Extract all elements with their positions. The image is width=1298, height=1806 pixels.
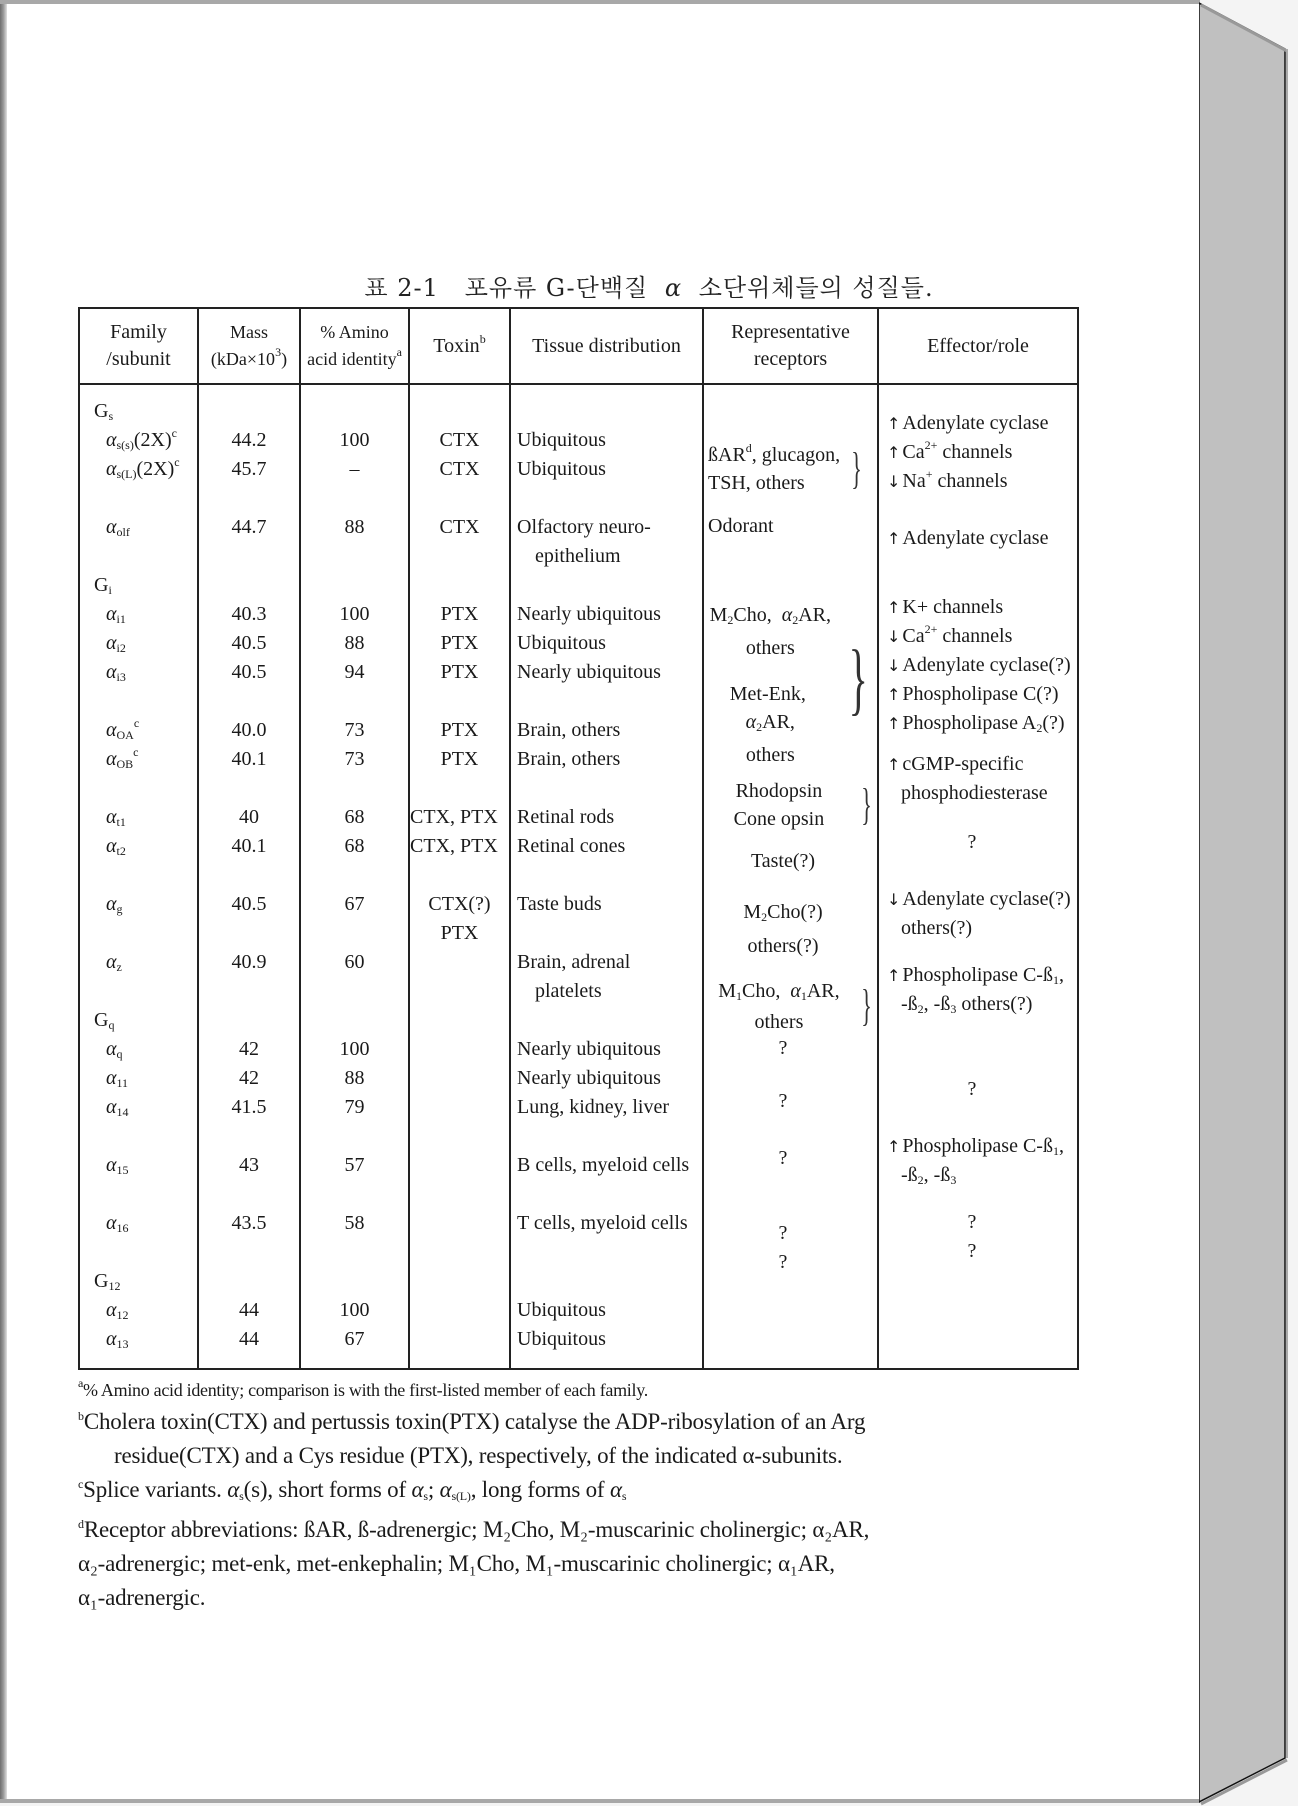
tissue-value: Nearly ubiquitous <box>517 603 661 625</box>
caption-text-1: 포유류 G-단백질 <box>464 274 649 302</box>
header-identity: % Amino acid identity$^a$ <box>300 308 409 384</box>
effector-item: ↓ Na+ channels <box>887 467 1008 492</box>
identity-value: 60 <box>344 951 365 973</box>
mass-value: 40.1 <box>231 748 267 770</box>
tissue-value: Ubiquitous <box>517 458 606 480</box>
brace-icon: } <box>861 981 872 1030</box>
page-bottom-edge <box>0 1799 1200 1803</box>
identity-value: 100 <box>339 1038 370 1060</box>
receptor-a13: ? <box>778 1251 788 1273</box>
subunit-aoa: αOA$^c$ <box>106 716 140 742</box>
mass-value: 44 <box>239 1299 259 1321</box>
receptor-az: M2Cho(?) others(?) <box>743 901 823 957</box>
toxin-column <box>409 384 510 1369</box>
tissue-value: Ubiquitous <box>517 429 606 451</box>
effector-item: ↑ K+ channels <box>887 596 1004 618</box>
toxin-value: CTX, PTX <box>410 835 498 857</box>
receptor-taste: Taste(?) <box>750 850 816 872</box>
footnote-b: $^b$Cholera toxin(CTX) and pertussis toxin(PTX) catalyse the ADP-ribosylation of an Arg residue(CTX) and a Cys residue (PTX), respectively, of the indicated α-subunits. <box>78 1409 866 1468</box>
effector-item: ↑ Phospholipase C-ß1, <box>887 1135 1064 1158</box>
gs-receptors: ßAR$^d$, glucagon, TSH, others } <box>708 441 862 494</box>
subunit-a15: α15 <box>106 1154 129 1177</box>
subunit-as-long: $\alpha s(L)(2X)^c$ <box>106 455 180 481</box>
identity-value: 67 <box>344 1328 365 1350</box>
mass-value: 42 <box>239 1038 259 1060</box>
effector-item: ↓ Adenylate cyclase(?) <box>887 888 1071 910</box>
effector-item: ↓ $Ca^{2+}$ channels <box>887 622 1013 647</box>
effector-item: ↑ Phospholipase C(?) <box>887 683 1059 705</box>
effector-item: phosphodiesterase <box>901 782 1048 804</box>
mass-value: 40.5 <box>231 661 267 683</box>
arrow-up-icon: ↑ <box>887 1137 901 1156</box>
tissue-value: Ubiquitous <box>517 1299 606 1321</box>
effector-column <box>878 384 1078 1369</box>
family-subunit-column <box>79 384 198 1369</box>
mass-value: 43.5 <box>231 1212 267 1234</box>
receptor-a15: ? <box>778 1090 788 1112</box>
arrow-up-icon: ↑ <box>887 755 901 774</box>
mass-value: 44.7 <box>231 516 267 538</box>
subunit-aq: αq <box>106 1038 123 1061</box>
subunit-aolf: αolf <box>106 516 130 539</box>
identity-column <box>300 384 409 1369</box>
mass-value: 40.0 <box>231 719 267 741</box>
identity-value: – <box>349 458 360 480</box>
header-tissue: Tissue distribution <box>510 308 703 384</box>
tissue-value: Olfactory neuro- <box>517 516 651 538</box>
subunit-aob: αOB$^c$ <box>106 745 139 771</box>
table-number: 표 2-1 <box>364 274 439 302</box>
subunit-az: αz <box>106 951 122 974</box>
toxin-value: PTX <box>440 922 479 944</box>
arrow-up-icon: ↑ <box>887 414 901 433</box>
toxin-value: CTX <box>439 458 480 480</box>
effector-a15: ? <box>967 1078 977 1100</box>
arrow-up-icon: ↑ <box>887 685 901 704</box>
footnote-d: $^d$Receptor abbreviations: ßAR, ß-adrenergic; M₂Cho, M₂-muscarinic cholinergic; α₂AR, α₂-adrenergic; met-enk, met-enkephalin; M₁Cho, M₁-muscarinic cholinergic; α₁AR, α₁-adrenergic. <box>78 1517 870 1610</box>
identity-value: 68 <box>344 835 365 857</box>
identity-value: 67 <box>344 893 365 915</box>
mass-value: 40 <box>239 806 259 828</box>
effector-item: ↑ Adenylate cyclase <box>887 412 1049 434</box>
mass-value: 42 <box>239 1067 259 1089</box>
family-gi: Gi <box>94 574 112 597</box>
mass-value: 40.3 <box>231 603 267 625</box>
toxin-value: PTX <box>440 719 479 741</box>
toxin-value: CTX <box>439 516 480 538</box>
effector-item: ↑ Phospholipase C-ß1, <box>887 964 1064 987</box>
toxin-value: CTX <box>439 429 480 451</box>
arrow-down-icon: ↓ <box>887 656 901 675</box>
receptor-a16: ? <box>778 1147 788 1169</box>
arrow-up-icon: ↑ <box>887 443 901 462</box>
effector-item: -ß2, -ß3 <box>901 1164 957 1187</box>
subunit-a14: α14 <box>106 1096 129 1119</box>
arrow-up-icon: ↑ <box>887 714 901 733</box>
identity-value: 79 <box>344 1096 365 1118</box>
identity-value: 100 <box>339 603 370 625</box>
mass-value: 41.5 <box>231 1096 267 1118</box>
arrow-up-icon: ↑ <box>887 966 901 985</box>
tissue-value: Taste buds <box>517 893 602 915</box>
subunit-a16: α16 <box>106 1212 129 1235</box>
header-effector: Effector/role <box>878 308 1078 384</box>
toxin-value: CTX(?) <box>428 893 491 915</box>
arrow-down-icon: ↓ <box>887 890 901 909</box>
receptor-a12: ? <box>778 1222 788 1244</box>
identity-value: 100 <box>339 429 370 451</box>
subunit-ai3: αi3 <box>106 661 126 684</box>
table-body-row <box>79 384 1078 1369</box>
effector-item: ↓ Adenylate cyclase(?) <box>887 654 1071 676</box>
effector-taste: ? <box>967 831 977 853</box>
table-caption <box>0 268 1298 303</box>
effector-item: ↑ Phospholipase A2(?) <box>887 712 1065 735</box>
toxin-value: PTX <box>440 632 479 654</box>
identity-value: 88 <box>344 516 365 538</box>
caption-alpha: α <box>664 274 683 302</box>
effector-a12: ? <box>967 1211 977 1233</box>
subunit-a12: α12 <box>106 1299 129 1322</box>
tissue-value: Retinal cones <box>517 835 626 857</box>
gi-receptors: M2Cho, α2AR, others Met-Enk, α2AR, others } <box>709 604 868 766</box>
effector-item: ↑ Adenylate cyclase <box>887 527 1049 549</box>
g-protein-table <box>78 307 1079 1370</box>
receptor-odorant: Odorant <box>708 515 774 537</box>
identity-value: 68 <box>344 806 365 828</box>
brace-icon: } <box>851 444 862 493</box>
mass-value: 45.7 <box>231 458 267 480</box>
mass-value: 40.5 <box>231 893 267 915</box>
effector-item: ↑ cGMP-specific <box>887 753 1024 775</box>
footnote-c: $^c$Splice variants. αs(s), short forms of αs; αs(L), long forms of αs <box>78 1477 627 1503</box>
mass-value: 44 <box>239 1328 259 1350</box>
tissue-column <box>510 384 703 1369</box>
tissue-value: Lung, kidney, liver <box>517 1096 670 1118</box>
tissue-value: Nearly ubiquitous <box>517 661 661 683</box>
mass-value: 40.5 <box>231 632 267 654</box>
family-gq: Gq <box>94 1009 115 1032</box>
subunit-a13: α13 <box>106 1328 129 1351</box>
identity-value: 88 <box>344 632 365 654</box>
footnote-a: $^a$% Amino acid identity; comparison is with the first-listed member of each family. <box>78 1376 648 1400</box>
family-gs: Gs <box>94 400 114 423</box>
mass-value: 43 <box>239 1154 259 1176</box>
transducin-receptors: Rhodopsin Cone opsin } <box>733 780 872 830</box>
family-g12: G12 <box>94 1270 121 1293</box>
tissue-value: Ubiquitous <box>517 632 606 654</box>
gq-receptors: M1Cho, α1AR, others } <box>718 979 872 1033</box>
tissue-value: Ubiquitous <box>517 1328 606 1350</box>
effector-item: ↑ $Ca^{2+}$ channels <box>887 438 1013 463</box>
tissue-value: B cells, myeloid cells <box>517 1154 690 1176</box>
subunit-at2: αt2 <box>106 835 126 858</box>
identity-value: 88 <box>344 1067 365 1089</box>
subunit-ai2: αi2 <box>106 632 126 655</box>
mass-value: 40.9 <box>231 951 267 973</box>
arrow-down-icon: ↓ <box>887 472 901 491</box>
caption-text-2: 소단위체들의 성질들. <box>698 274 934 302</box>
tissue-value: T cells, myeloid cells <box>517 1212 688 1234</box>
identity-value: 57 <box>344 1154 365 1176</box>
effector-item: -ß2, -ß3 others(?) <box>901 993 1033 1016</box>
identity-value: 73 <box>344 748 365 770</box>
mass-value: 44.2 <box>231 429 267 451</box>
subunit-ag: αg <box>106 893 123 916</box>
arrow-up-icon: ↑ <box>887 598 901 617</box>
tissue-value: Nearly ubiquitous <box>517 1038 661 1060</box>
subunit-a11: α11 <box>106 1067 129 1090</box>
identity-value: 100 <box>339 1299 370 1321</box>
identity-value: 73 <box>344 719 365 741</box>
header-row <box>79 308 1078 384</box>
toxin-value: PTX <box>440 603 479 625</box>
tissue-value: Brain, others <box>517 719 621 741</box>
receptor-a14: ? <box>778 1037 788 1059</box>
toxin-value: PTX <box>440 661 479 683</box>
toxin-value: PTX <box>440 748 479 770</box>
toxin-value: CTX, PTX <box>410 806 498 828</box>
brace-icon: } <box>861 780 872 829</box>
brace-icon: } <box>848 635 868 723</box>
arrow-down-icon: ↓ <box>887 627 901 646</box>
identity-value: 94 <box>344 661 365 683</box>
tissue-value: Nearly ubiquitous <box>517 1067 661 1089</box>
mass-column <box>198 384 300 1369</box>
tissue-value: platelets <box>535 980 602 1002</box>
header-mass: Mass $(kDa\times 10^3)$ <box>198 308 300 384</box>
subunit-as-short: $\alpha s(s)(2X)^c$ <box>106 426 177 452</box>
tissue-value: Brain, adrenal <box>517 951 631 973</box>
effector-item: others(?) <box>901 917 973 939</box>
tissue-value: Brain, others <box>517 748 621 770</box>
footnotes <box>78 1375 1088 1615</box>
header-receptors: Representative receptors <box>703 308 878 384</box>
tissue-value: epithelium <box>535 545 621 567</box>
arrow-up-icon: ↑ <box>887 529 901 548</box>
effector-a13: ? <box>967 1240 977 1262</box>
header-family: Family /subunit <box>79 308 198 384</box>
mass-value: 40.1 <box>231 835 267 857</box>
receptors-column <box>703 384 878 1369</box>
identity-value: 58 <box>344 1212 365 1234</box>
subunit-ai1: αi1 <box>106 603 126 626</box>
subunit-at1: αt1 <box>106 806 126 829</box>
header-toxin: Toxin$^b$ <box>409 308 510 384</box>
tissue-value: Retinal rods <box>517 806 615 828</box>
